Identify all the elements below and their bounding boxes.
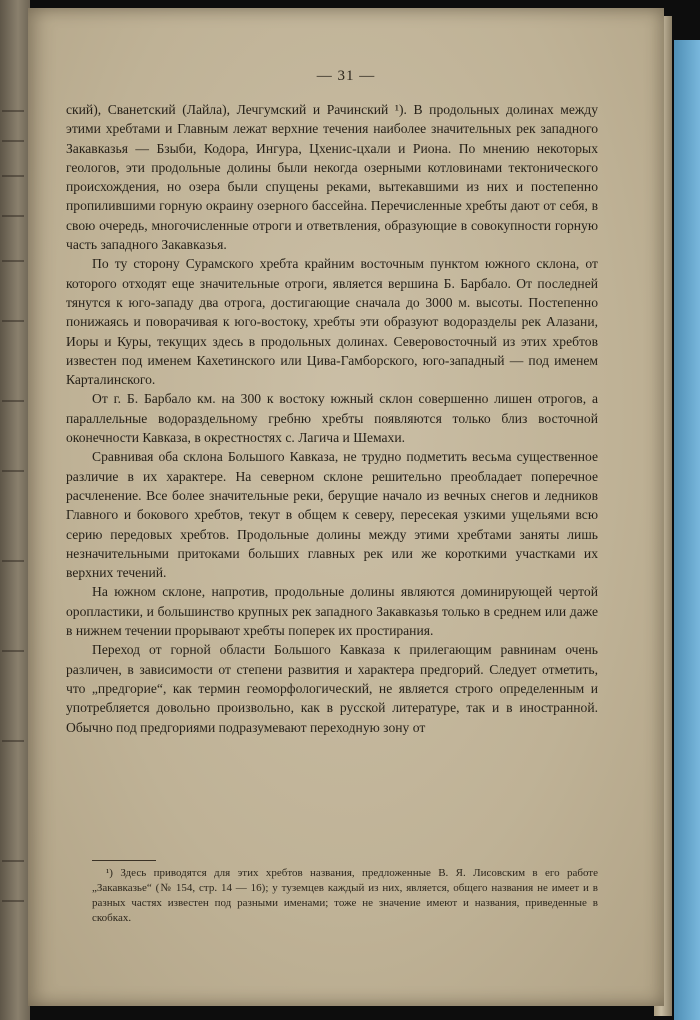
facing-page-text-line xyxy=(2,215,24,217)
paragraph: ский), Сванетский (Лайла), Лечгумский и Рачинский ¹). В продольных долинах между этими хребтами и Главным лежат верхние течения наиболее значительных рек западного Закавказья — Бзыби, Кодора, Ингура, Цхенис-цхали и Риона. По мнению некоторых геологов, эти продольные долины были некогда озерными котловинами тектонического происхождения, но озера были спущены реками, вытекавшими из них и постепенно пропилившими горную окраину озерного бассейна. Перечисленные хребты дают от себя, в свою очередь, многочисленные отроги и ответвления, образующие в совокупности горную часть западного Закавказья. xyxy=(66,102,598,253)
paragraph: Сравнивая оба склона Большого Кавказа, не трудно подметить весьма существенное различие в их характере. На северном склоне решительно преобладает поперечное расчленение. Все более значительные реки, берущие начало из вечных снегов и ледников Главного и бокового хребтов, текут в общем к северу, пересекая узкими ущельями всю серию передовых хребтов. Продольные долины между этими хребтами заняты лишь незначительными притоками больших главных рек или же короткими участками их верхних течений. xyxy=(66,449,598,581)
facing-page-text-line xyxy=(2,860,24,862)
paragraph: На южном склоне, напротив, продольные долины являются доминирующей чертой оропластики, и большинство крупных рек западного Закавказья только в среднем или даже в нижнем течении прорывают хребты поперек их простирания. xyxy=(66,584,598,639)
facing-page-text-line xyxy=(2,140,24,142)
facing-page-text-line xyxy=(2,900,24,902)
facing-page-edge xyxy=(0,0,30,1020)
paragraph: Переход от горной области Большого Кавказа к прилегающим равнинам очень различен, в зависимости от степени развития и характера предгорий. Следует отметить, что „предгорие“, как термин геоморфологический, не является строго определенным и употребляется довольно произвольно, как в русской литературе, так и в иностранной. Обычно под предгориями подразумевают переходную зону от xyxy=(66,642,598,735)
paragraph: От г. Б. Барбало км. на 300 к востоку южный склон совершенно лишен отрогов, а параллельные водораздельному гребню хребты появляются только близ восточной оконечности Кавказа, в окрестностях с. Лагича и Шемахи. xyxy=(66,391,598,446)
facing-page-text-line xyxy=(2,400,24,402)
footnote-separator xyxy=(92,860,156,861)
facing-page-text-line xyxy=(2,560,24,562)
facing-page-text-line xyxy=(2,110,24,112)
body-text xyxy=(66,100,598,737)
book-page xyxy=(28,8,664,1006)
footnote: ¹) Здесь приводятся для этих хребтов названия, предложенные В. Я. Лисовским в его работе „Закавказье“ (№ 154, стр. 14 — 16); у туземцев каждый из них, является, общего названия не имеет и в разных частях известен под разными именами; тоже не значение имеют и названия, приведенные в скобках. xyxy=(92,867,598,924)
blue-cover-edge xyxy=(674,40,700,1020)
facing-page-text-line xyxy=(2,175,24,177)
page-number: — 31 — xyxy=(316,68,376,84)
facing-page-text-line xyxy=(2,320,24,322)
facing-page-text-line xyxy=(2,470,24,472)
paragraph: По ту сторону Сурамского хребта крайним восточным пунктом южного склона, от которого отходят еще значительные отроги, является вершина Б. Барбало. От последней тянутся к юго-западу два отрога, достигающие сначала до 3000 м. высоты. Постепенно понижаясь и поворачивая к юго-востоку, хребты эти образуют водоразделы рек Алазани, Иоры и Куры, текущих здесь в продольных долинах. Северовосточный из этих хребтов известен под именем Кахетинского или Цива-Гамборского, юго-западный — под именем Карталинского. xyxy=(66,256,598,388)
facing-page-text-line xyxy=(2,650,24,652)
facing-page-text-line xyxy=(2,260,24,262)
facing-page-text-line xyxy=(2,740,24,742)
